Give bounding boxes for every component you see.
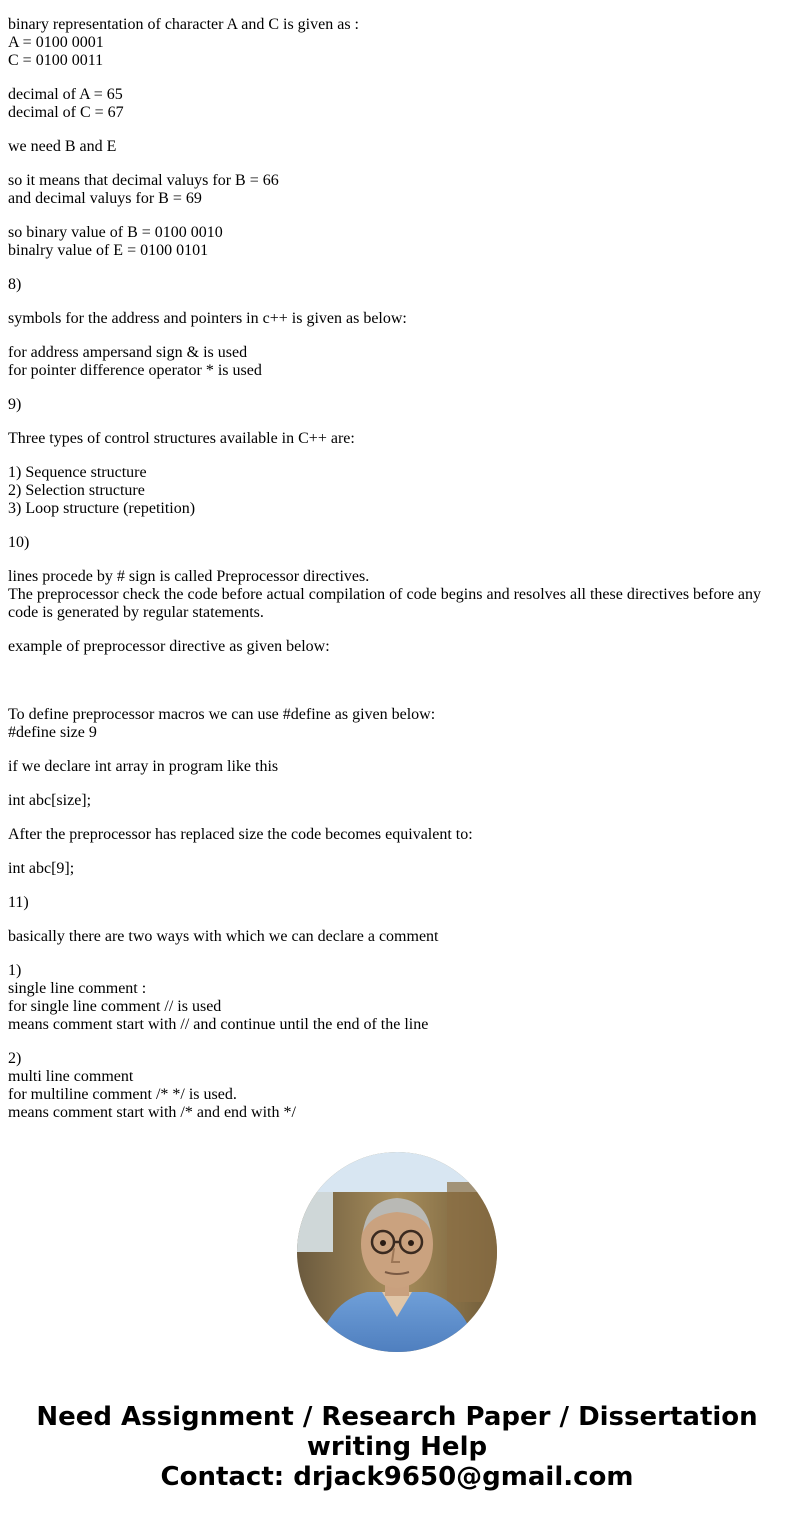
paragraph [8, 568, 778, 622]
text-line: binalry value of E = 0100 0101 [8, 242, 209, 259]
paragraph [8, 706, 778, 742]
text-line: single line comment : [8, 980, 147, 997]
text-line: lines procede by # sign is called Preprocessor directives. [8, 568, 370, 585]
paragraph [8, 138, 778, 156]
text-line: After the preprocessor has replaced size the code becomes equivalent to: [8, 826, 473, 843]
paragraph [8, 344, 778, 380]
text-line: 1) Sequence structure [8, 464, 147, 481]
text-line: int abc[9]; [8, 860, 75, 877]
contact-line: Contact: drjack9650@gmail.com [160, 1462, 634, 1492]
text-line: 1) [8, 962, 22, 979]
paragraph [8, 534, 778, 552]
paragraph [8, 860, 778, 878]
paragraph [8, 928, 778, 946]
paragraph [8, 430, 778, 448]
paragraph [8, 962, 778, 1034]
text-line: 2) Selection structure [8, 482, 145, 499]
text-line: The preprocessor check the code before actual compilation of code begins and resolves all these directives before any code is generated by regular statements. [8, 586, 762, 621]
answer-text [8, 16, 778, 1138]
paragraph [8, 672, 778, 690]
paragraph [8, 464, 778, 518]
text-line: for pointer difference operator * is used [8, 362, 262, 379]
text-line: 2) [8, 1050, 22, 1067]
text-line: 11) [8, 894, 29, 911]
text-line: means comment start with // and continue until the end of the line [8, 1016, 429, 1033]
paragraph [8, 16, 778, 70]
text-line: basically there are two ways with which we can declare a comment [8, 928, 439, 945]
paragraph [8, 276, 778, 294]
text-line: decimal of A = 65 [8, 86, 123, 103]
promo-banner [0, 1402, 794, 1492]
text-line: int abc[size]; [8, 792, 92, 809]
text-line: if we declare int array in program like this [8, 758, 279, 775]
paragraph [8, 310, 778, 328]
text-line: decimal of C = 67 [8, 104, 124, 121]
text-line: multi line comment [8, 1068, 134, 1085]
text-line: and decimal valuys for B = 69 [8, 190, 202, 207]
text-line: 8) [8, 276, 22, 293]
text-line: 10) [8, 534, 30, 551]
text-line: we need B and E [8, 138, 117, 155]
text-line: so binary value of B = 0100 0010 [8, 224, 223, 241]
promo-line: Need Assignment / Research Paper / Dissertation [36, 1402, 758, 1432]
paragraph [8, 86, 778, 122]
text-line: 3) Loop structure (repetition) [8, 500, 196, 517]
text-line: for single line comment // is used [8, 998, 222, 1015]
text-line: binary representation of character A and C is given as : [8, 16, 359, 33]
text-line: symbols for the address and pointers in c++ is given as below: [8, 310, 407, 327]
paragraph [8, 224, 778, 260]
paragraph [8, 638, 778, 656]
text-line: A = 0100 0001 [8, 34, 104, 51]
promo-line: writing Help [306, 1432, 488, 1462]
paragraph [8, 396, 778, 414]
paragraph [8, 894, 778, 912]
text-line: so it means that decimal valuys for B = 66 [8, 172, 279, 189]
person-photo-icon [297, 1152, 497, 1352]
text-line: #define size 9 [8, 724, 97, 741]
text-line: C = 0100 0011 [8, 52, 104, 69]
paragraph [8, 792, 778, 810]
text-line: example of preprocessor directive as given below: [8, 638, 330, 655]
text-line: for address ampersand sign & is used [8, 344, 248, 361]
text-line: 9) [8, 396, 22, 413]
author-avatar [297, 1152, 497, 1352]
paragraph [8, 826, 778, 844]
text-line: means comment start with /* and end with */ [8, 1104, 296, 1121]
paragraph [8, 172, 778, 208]
text-line: for multiline comment /* */ is used. [8, 1086, 237, 1103]
paragraph [8, 758, 778, 776]
text-line: Three types of control structures available in C++ are: [8, 430, 355, 447]
paragraph [8, 1050, 778, 1122]
text-line: To define preprocessor macros we can use #define as given below: [8, 706, 436, 723]
